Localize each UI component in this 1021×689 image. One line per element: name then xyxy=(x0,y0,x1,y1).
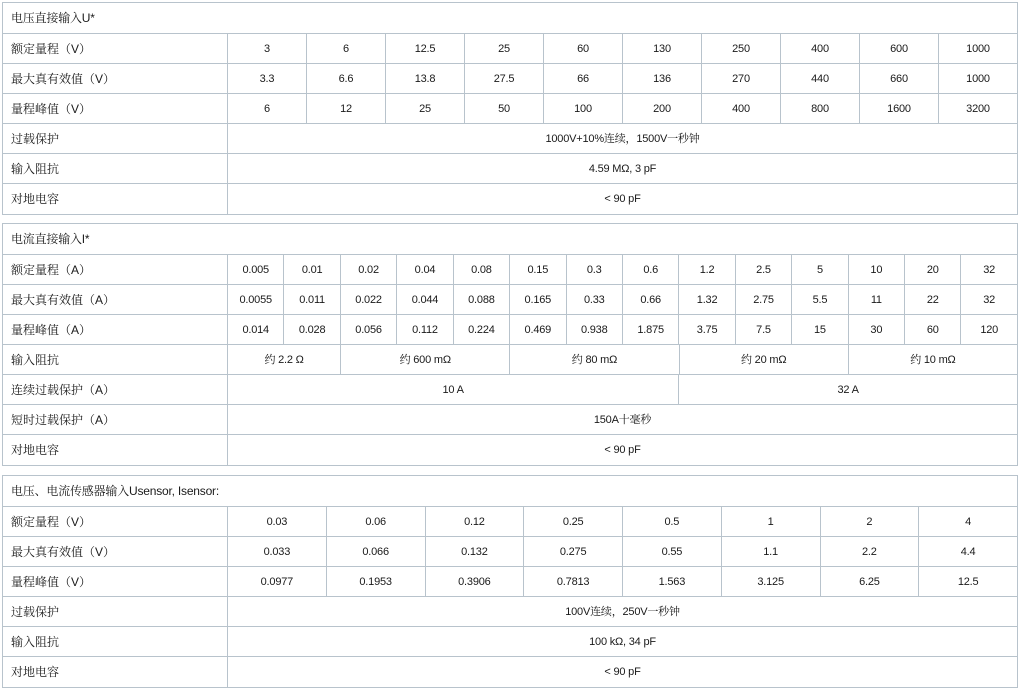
table-cell: 32 xyxy=(983,294,996,306)
table-cell: 400 xyxy=(702,94,781,123)
table-cell: 10 xyxy=(849,255,905,284)
table-cell: 120 xyxy=(980,324,999,336)
table-cell: 0.0977 xyxy=(228,567,327,596)
table-cell: 13.8 xyxy=(386,64,465,93)
table-row xyxy=(3,184,1017,214)
table-cell: 0.112 xyxy=(397,315,453,344)
table-cell: 0.5 xyxy=(623,507,722,536)
table-cell: 400 xyxy=(781,34,860,63)
table-cell: 7.5 xyxy=(736,315,792,344)
table-row xyxy=(3,64,1017,94)
table-row xyxy=(3,34,1017,64)
table-cell: 约 2.2 Ω xyxy=(228,345,341,374)
table-cell: 0.0055 xyxy=(228,285,284,314)
sensor-section-title: 电压、电流传感器输入Usensor, Isensor: xyxy=(3,476,1017,507)
table-cell: 约 600 mΩ xyxy=(341,345,510,374)
table-cell: 4.59 MΩ, 3 pF xyxy=(588,163,657,175)
row-label: 最大真有效值（V） xyxy=(3,64,228,93)
voltage-section xyxy=(2,2,1018,215)
table-cell: 600 xyxy=(860,34,939,63)
table-cell: 1000 xyxy=(966,43,990,55)
table-cell: < 90 pF xyxy=(604,666,641,678)
row-label: 最大真有效值（A） xyxy=(3,285,228,314)
table-cell: 440 xyxy=(781,64,860,93)
table-cell: 250 xyxy=(702,34,781,63)
table-row xyxy=(3,285,1017,315)
row-label: 对地电容 xyxy=(3,435,228,465)
table-cell: 0.044 xyxy=(397,285,453,314)
table-cell: < 90 pF xyxy=(604,193,641,205)
table-cell: 150A十毫秒 xyxy=(593,414,652,426)
table-cell: 约 10 mΩ xyxy=(910,354,956,366)
table-cell: 0.7813 xyxy=(524,567,623,596)
table-cell: 0.3906 xyxy=(426,567,525,596)
table-cell: 5 xyxy=(792,255,848,284)
table-cell: 0.469 xyxy=(510,315,566,344)
table-cell: 约 80 mΩ xyxy=(510,345,679,374)
row-label: 输入阻抗 xyxy=(3,154,228,183)
table-row xyxy=(3,255,1017,285)
table-row xyxy=(3,345,1017,375)
table-cell: 0.066 xyxy=(327,537,426,566)
table-cell: 1000V+10%连续，1500V一秒钟 xyxy=(545,133,700,145)
row-label: 额定量程（V） xyxy=(3,507,228,536)
table-cell: 3.3 xyxy=(228,64,307,93)
table-cell: 2.5 xyxy=(736,255,792,284)
table-cell: 11 xyxy=(849,285,905,314)
table-row xyxy=(3,567,1017,597)
table-cell: 1.875 xyxy=(623,315,679,344)
row-label: 量程峰值（A） xyxy=(3,315,228,344)
table-cell: 0.08 xyxy=(454,255,510,284)
table-cell: 0.022 xyxy=(341,285,397,314)
table-cell: 2.2 xyxy=(821,537,920,566)
table-cell: 2 xyxy=(821,507,920,536)
table-cell: 660 xyxy=(860,64,939,93)
table-cell: 12.5 xyxy=(386,34,465,63)
table-cell: 12.5 xyxy=(957,576,979,588)
table-row xyxy=(3,94,1017,124)
row-label: 对地电容 xyxy=(3,184,228,214)
table-row xyxy=(3,405,1017,435)
table-cell: 0.33 xyxy=(567,285,623,314)
table-cell: 3.75 xyxy=(679,315,735,344)
table-cell: 0.056 xyxy=(341,315,397,344)
table-cell: 3.125 xyxy=(722,567,821,596)
table-cell: 1600 xyxy=(860,94,939,123)
table-cell: 60 xyxy=(905,315,961,344)
table-cell: 0.12 xyxy=(426,507,525,536)
row-label: 连续过载保护（A） xyxy=(3,375,228,404)
table-cell: 0.165 xyxy=(510,285,566,314)
table-cell: 6.6 xyxy=(307,64,386,93)
row-label: 额定量程（A） xyxy=(3,255,228,284)
current-section xyxy=(2,223,1018,466)
table-cell: 0.01 xyxy=(284,255,340,284)
table-cell: 1.1 xyxy=(722,537,821,566)
table-cell: 0.15 xyxy=(510,255,566,284)
table-cell: 3 xyxy=(228,34,307,63)
table-cell: 12 xyxy=(307,94,386,123)
table-row xyxy=(3,124,1017,154)
table-cell: 6 xyxy=(228,94,307,123)
table-cell: 0.033 xyxy=(228,537,327,566)
table-cell: 0.938 xyxy=(567,315,623,344)
row-label: 过载保护 xyxy=(3,124,228,153)
table-cell: 1 xyxy=(722,507,821,536)
table-cell: < 90 pF xyxy=(604,444,641,456)
table-cell: 15 xyxy=(792,315,848,344)
row-label: 输入阻抗 xyxy=(3,627,228,656)
table-cell: 0.028 xyxy=(284,315,340,344)
table-cell: 270 xyxy=(702,64,781,93)
table-cell: 100V连续，250V一秒钟 xyxy=(565,606,680,618)
table-cell: 6.25 xyxy=(821,567,920,596)
table-cell: 0.224 xyxy=(454,315,510,344)
table-cell: 0.1953 xyxy=(327,567,426,596)
table-cell: 4 xyxy=(965,516,972,528)
table-cell: 1.2 xyxy=(679,255,735,284)
table-cell: 32 xyxy=(983,264,996,276)
table-cell: 0.02 xyxy=(341,255,397,284)
table-cell: 6 xyxy=(307,34,386,63)
table-cell: 25 xyxy=(386,94,465,123)
table-cell: 25 xyxy=(465,34,544,63)
table-cell: 5.5 xyxy=(792,285,848,314)
row-label: 量程峰值（V） xyxy=(3,94,228,123)
table-cell: 27.5 xyxy=(465,64,544,93)
table-cell: 0.04 xyxy=(397,255,453,284)
table-row xyxy=(3,435,1017,465)
sensor-section xyxy=(2,475,1018,688)
row-label: 过载保护 xyxy=(3,597,228,626)
row-label: 额定量程（V） xyxy=(3,34,228,63)
row-label: 短时过载保护（A） xyxy=(3,405,228,434)
table-row xyxy=(3,154,1017,184)
table-cell: 22 xyxy=(905,285,961,314)
table-cell: 1000 xyxy=(966,73,990,85)
table-cell: 0.03 xyxy=(228,507,327,536)
table-cell: 20 xyxy=(905,255,961,284)
table-cell: 2.75 xyxy=(736,285,792,314)
table-cell: 10 A xyxy=(228,375,679,404)
table-row xyxy=(3,315,1017,345)
table-row xyxy=(3,537,1017,567)
table-cell: 0.132 xyxy=(426,537,525,566)
table-cell: 30 xyxy=(849,315,905,344)
table-cell: 0.275 xyxy=(524,537,623,566)
table-row xyxy=(3,597,1017,627)
row-label: 量程峰值（V） xyxy=(3,567,228,596)
table-cell: 0.55 xyxy=(623,537,722,566)
table-cell: 50 xyxy=(465,94,544,123)
table-cell: 130 xyxy=(623,34,702,63)
table-cell: 1.32 xyxy=(679,285,735,314)
table-row xyxy=(3,627,1017,657)
table-cell: 100 kΩ, 34 pF xyxy=(589,636,656,648)
table-cell: 0.014 xyxy=(228,315,284,344)
table-cell: 200 xyxy=(623,94,702,123)
row-label: 对地电容 xyxy=(3,657,228,687)
table-cell: 1.563 xyxy=(623,567,722,596)
table-cell: 60 xyxy=(544,34,623,63)
table-cell: 0.25 xyxy=(524,507,623,536)
current-section-title: 电流直接输入I* xyxy=(3,224,1017,255)
table-cell: 136 xyxy=(623,64,702,93)
table-row xyxy=(3,507,1017,537)
table-cell: 0.3 xyxy=(567,255,623,284)
voltage-section-title: 电压直接输入U* xyxy=(3,3,1017,34)
table-cell: 0.06 xyxy=(327,507,426,536)
table-cell: 4.4 xyxy=(960,546,976,558)
row-label: 最大真有效值（V） xyxy=(3,537,228,566)
table-cell: 0.005 xyxy=(228,255,284,284)
table-cell: 0.66 xyxy=(623,285,679,314)
table-cell: 100 xyxy=(544,94,623,123)
table-cell: 0.088 xyxy=(454,285,510,314)
row-label: 输入阻抗 xyxy=(3,345,228,374)
table-cell: 约 20 mΩ xyxy=(680,345,849,374)
table-row xyxy=(3,375,1017,405)
table-cell: 66 xyxy=(544,64,623,93)
table-cell: 3200 xyxy=(966,103,990,115)
table-cell: 32 A xyxy=(837,384,859,396)
table-cell: 800 xyxy=(781,94,860,123)
table-cell: 0.011 xyxy=(284,285,340,314)
table-cell: 0.6 xyxy=(623,255,679,284)
table-row xyxy=(3,657,1017,687)
